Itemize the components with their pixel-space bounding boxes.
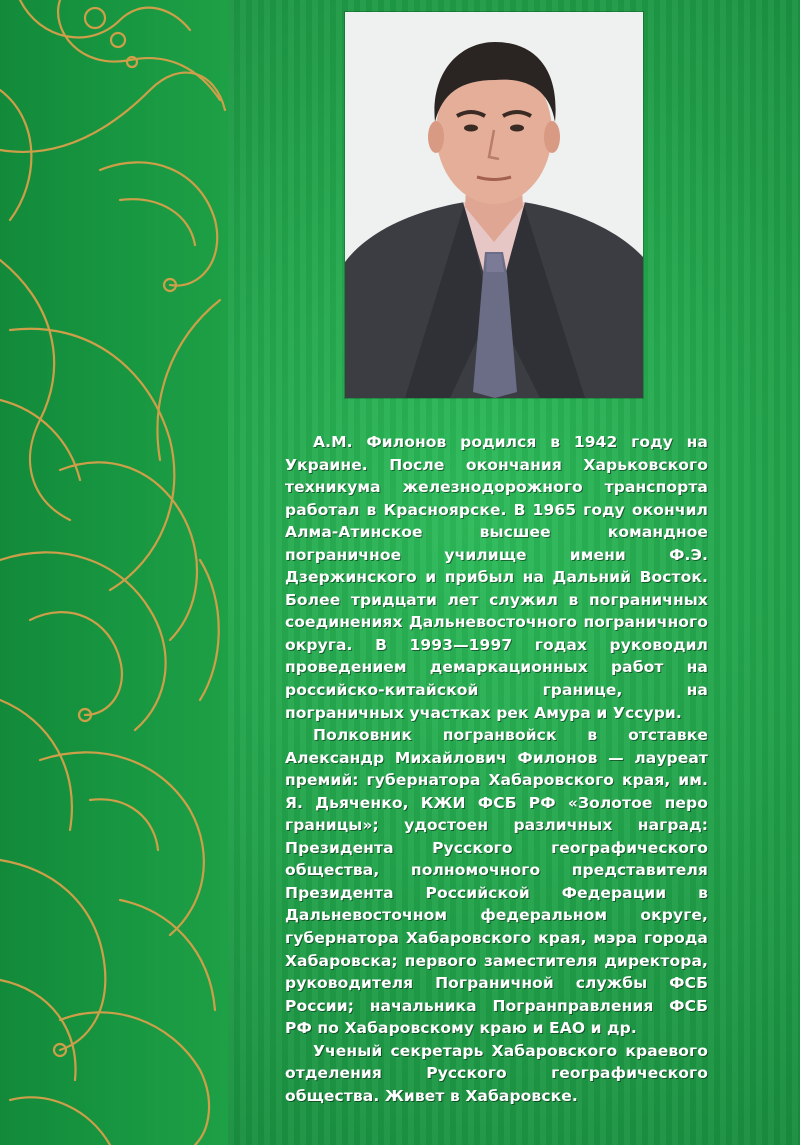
bio-paragraph: Полковник погранвойск в отставке Александр Михайлович Филонов — лауреат премий: губернатора Хабаровского края, им. Я. Дьяченко, КЖИ ФСБ РФ «Золотое перо границы»; удостоен различных наград: Президента Русского географического общества, полномочного представителя Президента Российской Федерации в Дальневосточном федеральном округе, губернатора Хабаровского края, мэра города Хабаровска; первого заместителя директора, руководителя Пограничной службы ФСБ России; начальника Погранправления ФСБ РФ по Хабаровскому краю и ЕАО и др. — [285, 726, 708, 1038]
bio-paragraph: Ученый секретарь Хабаровского краевого отделения Русского географического общества. Живет в Хабаровске. — [285, 1041, 708, 1105]
floral-ornament-icon — [0, 0, 228, 1145]
bio-paragraph: А.М. Филонов родился в 1942 году на Украине. После окончания Харьковского техникума железнодорожного транспорта работал в Красноярске. В 1965 году окончил Алма-Атинское высшее командное пограничное училище имени Ф.Э. Дзержинского и прибыл на Дальний Восток. Более тридцати лет служил в пограничных соединениях Дальневосточного пограничного округа. В 1993—1997 годах руководил проведением демаркационных работ на российско-китайской границе, на пограничных участках рек Амура и Уссури. — [285, 433, 708, 722]
ornament-panel — [0, 0, 228, 1145]
biography-text — [285, 431, 708, 1107]
portrait-photo-icon — [345, 12, 643, 398]
portrait-photo — [345, 12, 643, 398]
